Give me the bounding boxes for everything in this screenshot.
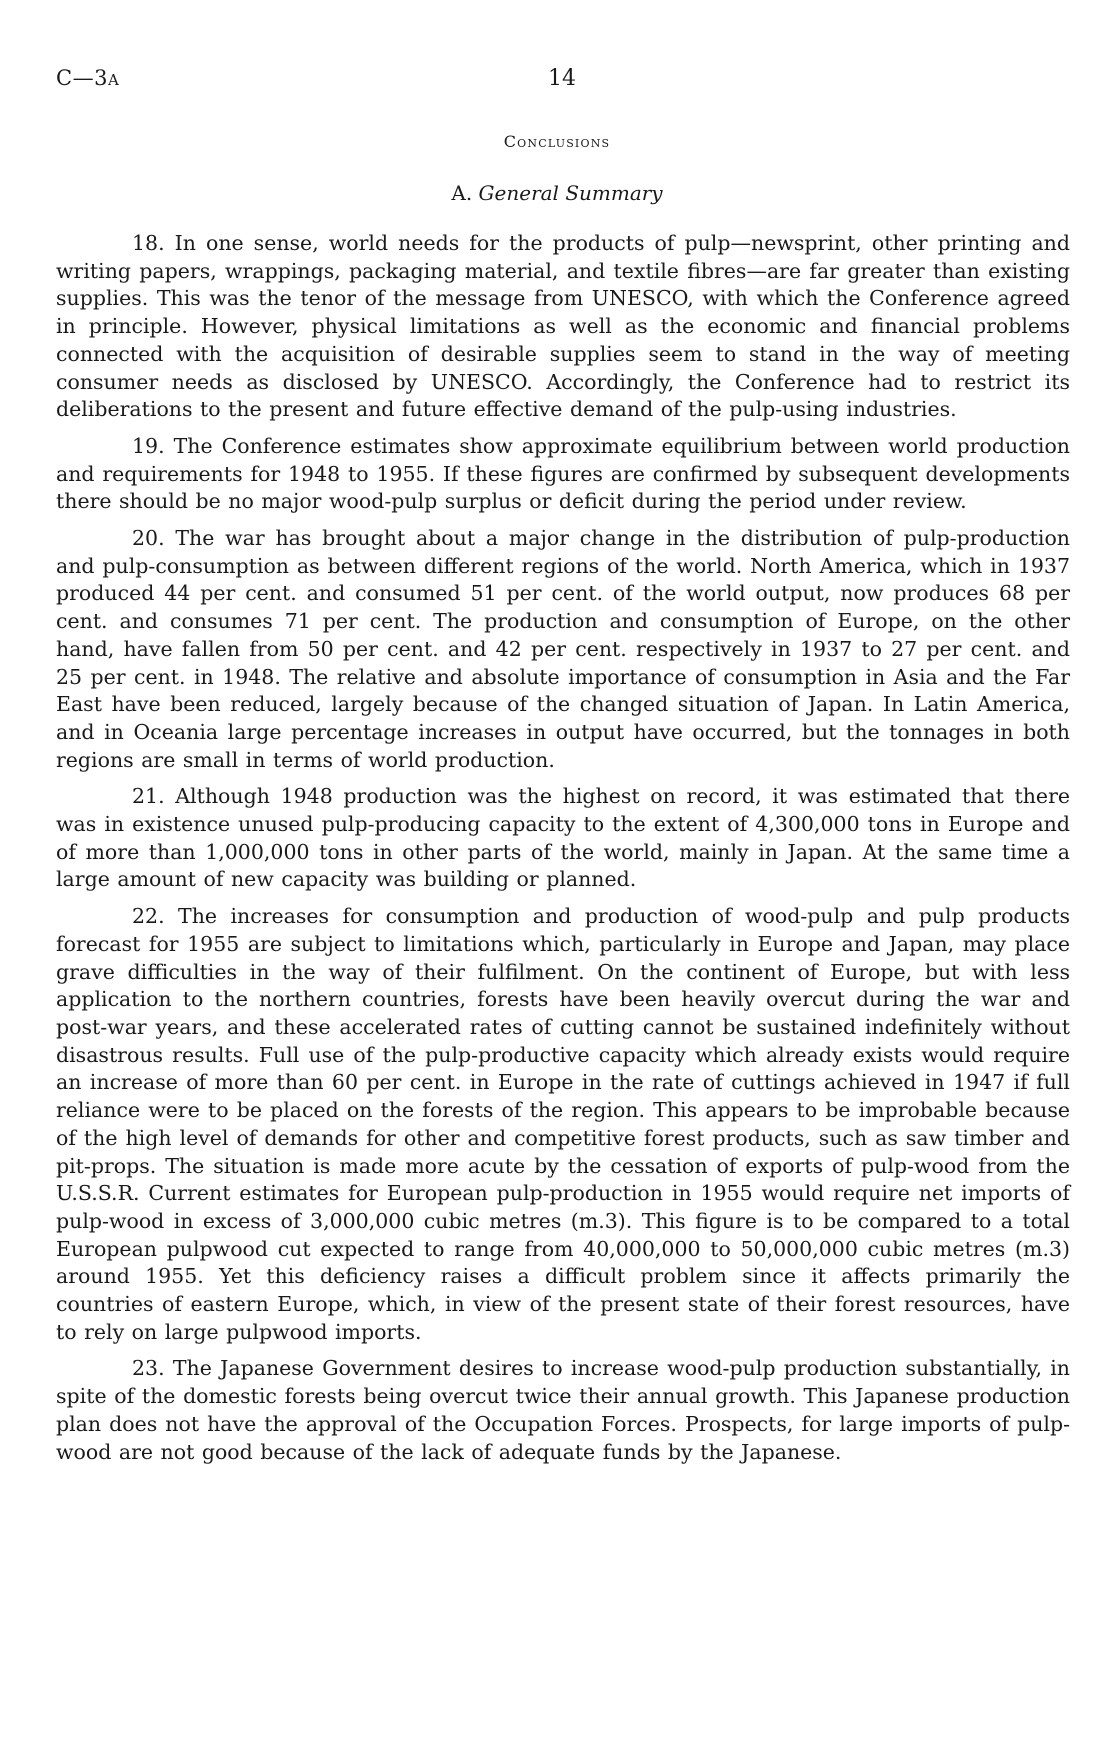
document-reference-suffix: A [107, 71, 120, 89]
body-text [56, 230, 1070, 1475]
paragraph-19: 19. The Conference estimates show approximate equilibrium between world production and requirements for 1948 to 1955. If these figures are confirmed by subsequent developments there should be no major wood-pulp surplus or deficit during the period under review. [56, 433, 1070, 514]
subsection-heading: General Summary [478, 181, 663, 205]
paragraph-21: 21. Although 1948 production was the highest on record, it was estimated that there was in existence unused pulp-producing capacity to the extent of 4,300,000 tons in Europe and of more than 1,000,000 tons in other parts of the world, mainly in Japan. At the same time a large amount of new capacity was building or planned. [56, 784, 1070, 892]
document-reference [56, 66, 119, 90]
document-reference-main: C—3 [56, 66, 108, 90]
paragraph-22: 22. The increases for consumption and production of wood-pulp and pulp products forecast for 1955 are subject to limitations which, particularly in Europe and Japan, may place grave difficulties in the way of their fulfilment. On the continent of Europe, but with less application to the northern countries, forests have been heavily overcut during the war and post-war years, and these accelerated rates of cutting cannot be sustained indefinitely without disastrous results. Full use of the pulp-productive capacity which already exists would require an increase of more than 60 per cent. in Europe in the rate of cuttings achieved in 1947 if full reliance were to be placed on the forests of the region. This appears to be improbable because of the high level of demands for other and competitive forest products, such as saw timber and pit-props. The situation is made more acute by the cessation of exports of pulp-wood from the U.S.S.R. Current estimates for European pulp-production in 1955 would require net imports of pulp-wood in excess of 3,000,000 cubic metres (m.3). This figure is to be compared to a total European pulpwood cut expected to range from 40,000,000 to 50,000,000 cubic metres (m.3) around 1955. Yet this deficiency raises a difficult problem since it affects primarily the countries of eastern Europe, which, in view of the present state of their forest resources, have to rely on large pulpwood imports. [56, 904, 1070, 1344]
section-title: Conclusions [503, 132, 611, 151]
page-number: 14 [548, 66, 576, 91]
subsection-prefix: A. [451, 181, 473, 205]
subsection-title [0, 181, 1114, 205]
paragraph-18: 18. In one sense, world needs for the products of pulp—newsprint, other printing and writing papers, wrappings, packaging material, and textile fibres—are far greater than existing supplies. This was the tenor of the message from UNESCO, with which the Conference agreed in principle. However, physical limitations as well as the economic and financial problems connected with the acquisition of desirable supplies seem to stand in the way of meeting consumer needs as disclosed by UNESCO. Accordingly, the Conference had to restrict its deliberations to the present and future effective demand of the pulp-using industries. [56, 231, 1070, 422]
paragraph-23: 23. The Japanese Government desires to increase wood-pulp production substantially, in spite of the domestic forests being overcut twice their annual growth. This Japanese production plan does not have the approval of the Occupation Forces. Prospects, for large imports of pulp-wood are not good because of the lack of adequate funds by the Japanese. [56, 1356, 1070, 1464]
paragraph-20: 20. The war has brought about a major change in the distribution of pulp-production and pulp-consumption as between different regions of the world. North America, which in 1937 produced 44 per cent. and consumed 51 per cent. of the world output, now produces 68 per cent. and consumes 71 per cent. The production and consumption of Europe, on the other hand, have fallen from 50 per cent. and 42 per cent. respectively in 1937 to 27 per cent. and 25 per cent. in 1948. The relative and absolute importance of consumption in Asia and the Far East have been reduced, largely because of the changed situation of Japan. In Latin America, and in Oceania large percentage increases in output have occurred, but the tonnages in both regions are small in terms of world production. [56, 526, 1070, 772]
